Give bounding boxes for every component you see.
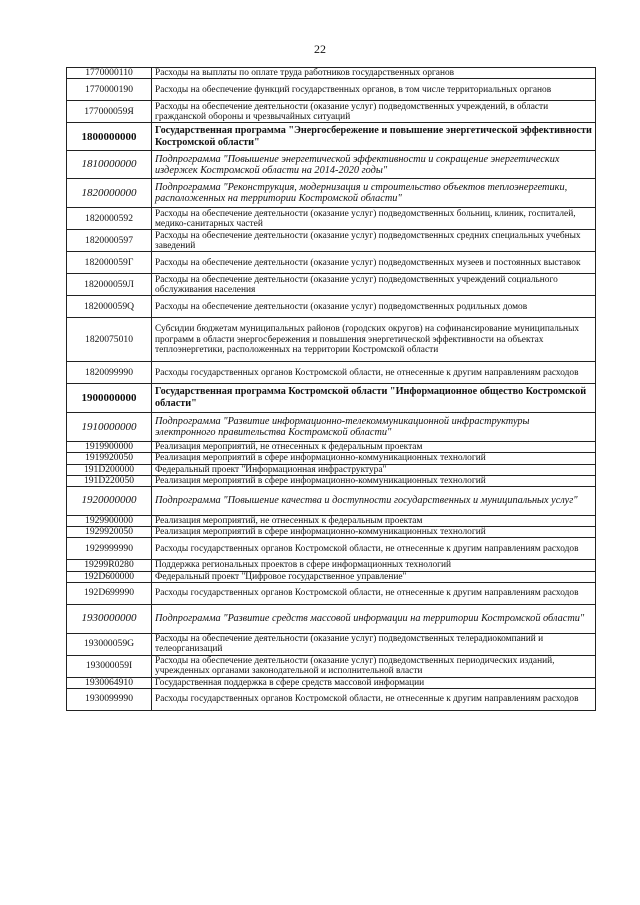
row-name: Расходы на обеспечение деятельности (оказание услуг) подведомственных средних специальных учебных заведений xyxy=(152,230,596,252)
table-row xyxy=(67,633,596,655)
row-name: Подпрограмма "Развитие средств массовой информации на территории Костромской области" xyxy=(152,604,596,633)
row-code: 1919900000 xyxy=(67,442,152,453)
table-row xyxy=(67,464,596,475)
row-name: Расходы на обеспечение деятельности (оказание услуг) подведомственных музеев и постоянных выставок xyxy=(152,252,596,274)
row-name: Реализация мероприятий в сфере информационно-коммуникационных технологий xyxy=(152,527,596,538)
table-row xyxy=(67,151,596,179)
row-code: 1910000000 xyxy=(67,413,152,442)
row-name: Расходы государственных органов Костромской области, не отнесенные к другим направлениям расходов xyxy=(152,582,596,604)
row-name: Федеральный проект "Цифровое государственное управление" xyxy=(152,571,596,582)
row-name: Поддержка региональных проектов в сфере информационных технологий xyxy=(152,560,596,571)
row-code: 1820099990 xyxy=(67,362,152,384)
row-name: Субсидии бюджетам муниципальных районов (городских округов) на софинансирование муниципальных программ в области энергосбережения и повышения энергетической эффективности на объектах теплоэнергетики, расположенных на территории Костромской области xyxy=(152,318,596,362)
row-name: Расходы на обеспечение деятельности (оказание услуг) подведомственных учреждений, в области гражданской обороны и чрезвычайных ситуаций xyxy=(152,101,596,123)
row-name: Реализация мероприятий, не отнесенных к федеральным проектам xyxy=(152,516,596,527)
row-code: 1820075010 xyxy=(67,318,152,362)
row-code: 1929920050 xyxy=(67,527,152,538)
table-row xyxy=(67,516,596,527)
row-name: Расходы на выплаты по оплате труда работников государственных органов xyxy=(152,68,596,79)
row-name: Расходы государственных органов Костромской области, не отнесенные к другим направлениям расходов xyxy=(152,689,596,711)
table-row xyxy=(67,123,596,151)
row-name: Подпрограмма "Реконструкция, модернизация и строительство объектов теплоэнергетики, расположенных на территории Костромской области" xyxy=(152,179,596,208)
row-code: 191D200000 xyxy=(67,464,152,475)
row-code: 1930000000 xyxy=(67,604,152,633)
table-row xyxy=(67,604,596,633)
row-name: Расходы на обеспечение функций государственных органов, в том числе территориальных органов xyxy=(152,79,596,101)
row-code: 191D220050 xyxy=(67,475,152,486)
row-name: Расходы на обеспечение деятельности (оказание услуг) подведомственных родильных домов xyxy=(152,296,596,318)
row-code: 1929900000 xyxy=(67,516,152,527)
row-name: Реализация мероприятий в сфере информационно-коммуникационных технологий xyxy=(152,453,596,464)
table-row xyxy=(67,296,596,318)
table-row xyxy=(67,560,596,571)
table-body xyxy=(67,68,596,711)
row-name: Подпрограмма "Повышение качества и доступности государственных и муниципальных услуг" xyxy=(152,487,596,516)
table-row xyxy=(67,475,596,486)
table-row xyxy=(67,230,596,252)
table-row xyxy=(67,413,596,442)
table-row xyxy=(67,208,596,230)
row-name: Подпрограмма "Повышение энергетической эффективности и сокращение энергетических издержек Костромской области на 2014-2020 годы" xyxy=(152,151,596,179)
page-number: 22 xyxy=(314,42,326,56)
table-row xyxy=(67,453,596,464)
row-code: 1800000000 xyxy=(67,123,152,151)
row-name: Подпрограмма "Развитие информационно-телекоммуникационной инфраструктуры электронного правительства Костромской области" xyxy=(152,413,596,442)
table-row xyxy=(67,571,596,582)
row-code: 192D699990 xyxy=(67,582,152,604)
row-code: 19299R0280 xyxy=(67,560,152,571)
row-code: 193000059G xyxy=(67,633,152,655)
row-name: Расходы на обеспечение деятельности (оказание услуг) подведомственных периодических изданий, учрежденных органами законодательной и исполнительной власти xyxy=(152,655,596,677)
row-code: 1820000597 xyxy=(67,230,152,252)
table-row xyxy=(67,179,596,208)
row-code: 1930064910 xyxy=(67,677,152,688)
table-row xyxy=(67,487,596,516)
table-row xyxy=(67,677,596,688)
table-row xyxy=(67,527,596,538)
row-code: 177000059Я xyxy=(67,101,152,123)
row-name: Государственная программа Костромской области "Информационное общество Костромской области" xyxy=(152,384,596,413)
row-name: Государственная поддержка в сфере средств массовой информации xyxy=(152,677,596,688)
table-row xyxy=(67,101,596,123)
row-code: 182000059Г xyxy=(67,252,152,274)
row-name: Федеральный проект "Информационная инфраструктура" xyxy=(152,464,596,475)
row-code: 1810000000 xyxy=(67,151,152,179)
row-code: 1900000000 xyxy=(67,384,152,413)
row-code: 1920000000 xyxy=(67,487,152,516)
row-code: 182000059Q xyxy=(67,296,152,318)
row-name: Расходы государственных органов Костромской области, не отнесенные к другим направлениям расходов xyxy=(152,538,596,560)
table-row xyxy=(67,68,596,79)
row-name: Государственная программа "Энергосбережение и повышение энергетической эффективности Костромской области" xyxy=(152,123,596,151)
table-row xyxy=(67,442,596,453)
row-name: Расходы на обеспечение деятельности (оказание услуг) подведомственных телерадиокомпаний и телеорганизаций xyxy=(152,633,596,655)
table-row xyxy=(67,538,596,560)
table-row xyxy=(67,689,596,711)
row-code: 182000059Л xyxy=(67,274,152,296)
row-name: Расходы на обеспечение деятельности (оказание услуг) подведомственных учреждений социального обслуживания населения xyxy=(152,274,596,296)
row-code: 193000059I xyxy=(67,655,152,677)
table-row xyxy=(67,362,596,384)
row-code: 1770000190 xyxy=(67,79,152,101)
row-code: 192D600000 xyxy=(67,571,152,582)
row-code: 1919920050 xyxy=(67,453,152,464)
row-code: 1820000000 xyxy=(67,179,152,208)
row-code: 1820000592 xyxy=(67,208,152,230)
table-row xyxy=(67,655,596,677)
table-row xyxy=(67,318,596,362)
row-name: Реализация мероприятий в сфере информационно-коммуникационных технологий xyxy=(152,475,596,486)
table-row xyxy=(67,274,596,296)
row-code: 1770000110 xyxy=(67,68,152,79)
row-name: Расходы государственных органов Костромской области, не отнесенные к другим направлениям расходов xyxy=(152,362,596,384)
table-row xyxy=(67,582,596,604)
budget-codes-table xyxy=(66,67,596,711)
table-row xyxy=(67,79,596,101)
row-name: Реализация мероприятий, не отнесенных к федеральным проектам xyxy=(152,442,596,453)
table-row xyxy=(67,384,596,413)
table-row xyxy=(67,252,596,274)
row-code: 1930099990 xyxy=(67,689,152,711)
row-code: 1929999990 xyxy=(67,538,152,560)
row-name: Расходы на обеспечение деятельности (оказание услуг) подведомственных больниц, клиник, госпиталей, медико-санитарных частей xyxy=(152,208,596,230)
